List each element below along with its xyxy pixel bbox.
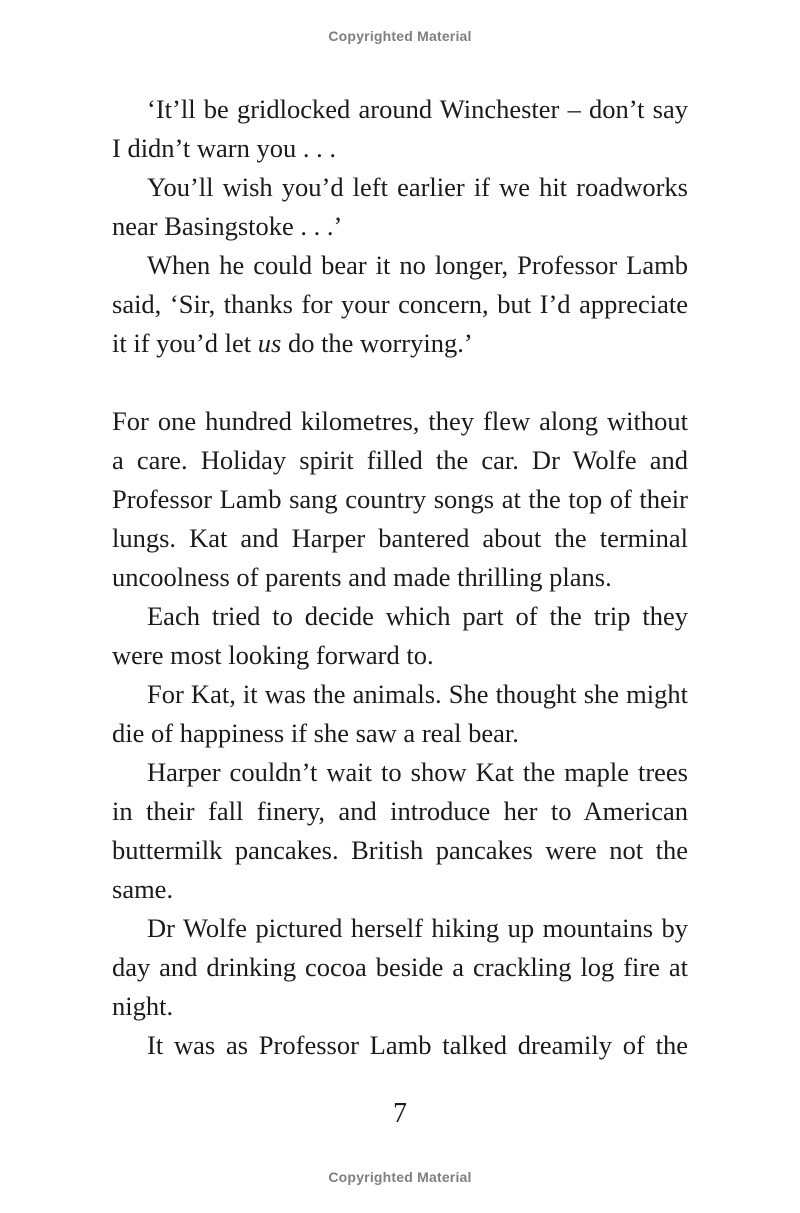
text-line [112, 402, 688, 441]
text-segment: do the worrying.’ [281, 328, 473, 358]
text-segment: lungs. Kat and Harper bantered about the terminal [112, 523, 688, 553]
copyright-notice-bottom: Copyrighted Material [328, 1169, 472, 1185]
text-segment: Each tried to decide which part of the trip they [147, 601, 688, 631]
text-line [112, 129, 688, 168]
text-segment: Harper couldn’t wait to show Kat the maple trees [147, 757, 688, 787]
copyright-notice-top: Copyrighted Material [328, 28, 472, 44]
text-segment: ‘It’ll be gridlocked around Winchester – don’t say [147, 94, 688, 124]
text-segment: a care. Holiday spirit filled the car. Dr Wolfe and [112, 445, 688, 475]
text-segment: It was as Professor Lamb talked dreamily of the [147, 1030, 688, 1060]
text-segment: You’ll wish you’d left earlier if we hit roadworks [147, 172, 688, 202]
text-segment: day and drinking cocoa beside a crackling log fire at [112, 952, 688, 982]
text-line [112, 519, 688, 558]
text-segment: buttermilk pancakes. British pancakes were not the [112, 835, 688, 865]
text-line [112, 675, 688, 714]
text-segment: For one hundred kilometres, they flew along without [112, 406, 688, 436]
text-segment: same. [112, 874, 174, 904]
text-segment: When he could bear it no longer, Professor Lamb [147, 250, 688, 280]
text-segment: I didn’t warn you . . . [112, 133, 336, 163]
text-line [112, 870, 688, 909]
text-line [112, 948, 688, 987]
text-line [112, 441, 688, 480]
text-line [112, 753, 688, 792]
text-line [112, 987, 688, 1026]
text-segment: For Kat, it was the animals. She thought she might [147, 679, 688, 709]
text-line [112, 792, 688, 831]
text-line [112, 246, 688, 285]
text-line [112, 558, 688, 597]
text-line [112, 324, 688, 363]
text-line [112, 90, 688, 129]
text-line [112, 480, 688, 519]
text-segment: it if you’d let [112, 328, 258, 358]
text-line [112, 1026, 688, 1065]
text-line [112, 831, 688, 870]
text-line [112, 909, 688, 948]
text-segment: in their fall finery, and introduce her to American [112, 796, 688, 826]
page-number: 7 [393, 1098, 407, 1129]
text-line [112, 285, 688, 324]
text-segment: Dr Wolfe pictured herself hiking up mountains by [147, 913, 688, 943]
text-segment: were most looking forward to. [112, 640, 434, 670]
text-segment: Professor Lamb sang country songs at the top of their [112, 484, 688, 514]
text-segment: die of happiness if she saw a real bear. [112, 718, 519, 748]
text-segment: said, ‘Sir, thanks for your concern, but I’d appreciate [112, 289, 688, 319]
text-line [112, 207, 688, 246]
text-line [112, 597, 688, 636]
text-line [112, 168, 688, 207]
text-segment: uncoolness of parents and made thrilling plans. [112, 562, 612, 592]
emphasized-text: us [257, 328, 282, 358]
paragraph-break [112, 363, 688, 402]
text-segment: night. [112, 991, 174, 1021]
text-line [112, 636, 688, 675]
text-segment: near Basingstoke . . .’ [112, 211, 343, 241]
text-line [112, 714, 688, 753]
body-text [112, 90, 688, 1065]
